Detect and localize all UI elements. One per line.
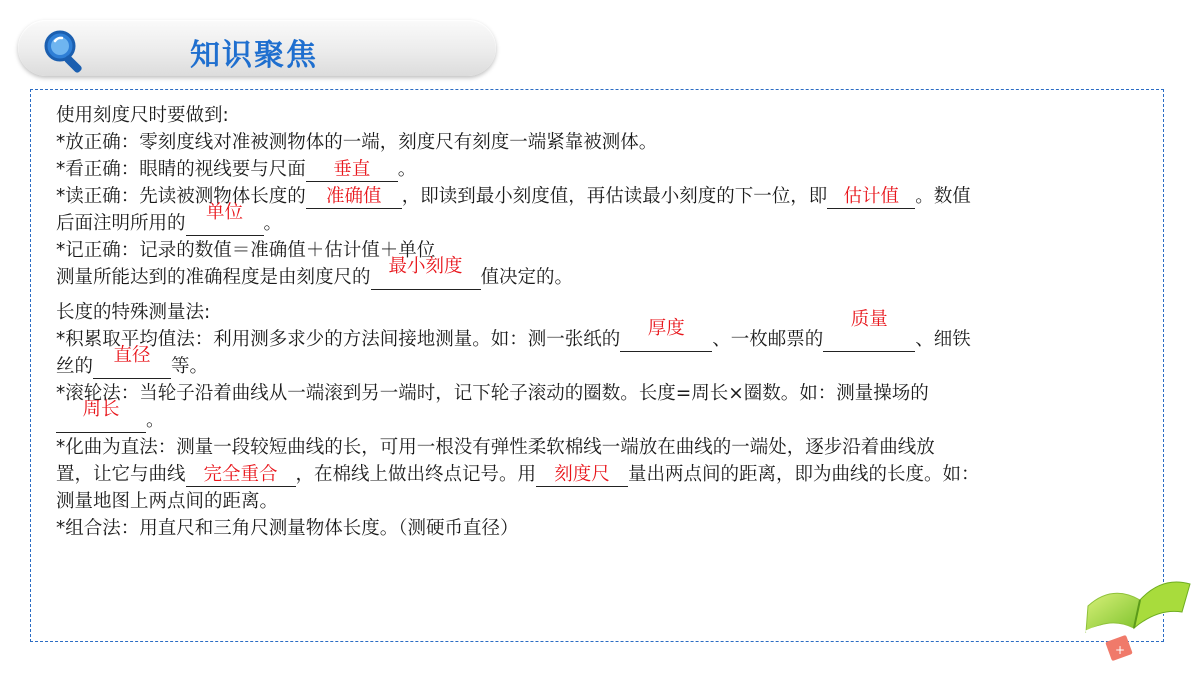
wheel-method-text: *滚轮法：当轮子沿着曲线从一端滚到另一端时，记下轮子滚动的圈数。长度=周长×圈数。如：测量操场的 xyxy=(56,383,929,404)
answer-blank xyxy=(186,202,264,236)
content-text xyxy=(56,102,1146,542)
punct: 。 xyxy=(146,410,165,431)
answer-text: 单位 xyxy=(206,202,244,223)
answer-text: 垂直 xyxy=(333,159,371,180)
open-book-icon xyxy=(1082,566,1194,666)
text-line xyxy=(56,202,1146,237)
accumulation-method-text-end: 、细铁 xyxy=(915,329,971,350)
curve-method-text: *化曲为直法：测量一段较短曲线的长，可用一根没有弹性柔软棉线一端放在曲线的一端处，逐步沿着曲线放 xyxy=(56,437,935,458)
answer-text: 质量 xyxy=(850,309,888,330)
answer-blank xyxy=(93,345,171,379)
answer-blank xyxy=(823,309,915,352)
rule-read-text-cont: ，即读到最小刻度值，再估读最小刻度的下一位，即 xyxy=(401,186,828,207)
rule-place-text: *放正确：零刻度线对准被测物体的一端，刻度尺有刻度一端紧靠被测体。 xyxy=(56,132,658,153)
answer-text: 刻度尺 xyxy=(554,464,610,485)
accumulation-method-text-cont: 、一枚邮票的 xyxy=(712,329,824,350)
rule-read-text: *读正确：先读被测物体长度的 xyxy=(56,186,306,207)
answer-text: 厚度 xyxy=(647,318,685,339)
text-line xyxy=(56,156,1146,183)
answer-text: 完全重合 xyxy=(203,464,278,485)
answer-blank xyxy=(371,256,481,290)
page-title: 知识聚焦 xyxy=(190,38,318,73)
precision-text-end: 值决定的。 xyxy=(480,267,574,288)
rule-read-text-end: 。数值 xyxy=(915,186,971,207)
answer-text: 估计值 xyxy=(843,186,900,207)
svg-text:+: + xyxy=(1115,643,1126,657)
accumulation-method-text: *积累取平均值法：利用测多求少的方法间接地测量。如：测一张纸的 xyxy=(56,329,621,350)
text-line xyxy=(56,434,1146,461)
text-line xyxy=(56,461,1146,488)
answer-text: 直径 xyxy=(113,345,151,366)
text-line xyxy=(56,515,1146,542)
punct: 等。 xyxy=(171,356,209,377)
answer-blank xyxy=(620,318,712,352)
text-line xyxy=(56,399,1146,434)
answer-blank xyxy=(186,464,296,487)
special-methods-heading: 长度的特殊测量法: xyxy=(56,302,211,323)
text-line xyxy=(56,237,1146,264)
text-line xyxy=(56,299,1146,326)
answer-blank xyxy=(56,399,146,433)
text-line xyxy=(56,102,1146,129)
answer-blank xyxy=(536,464,628,487)
answer-blank xyxy=(306,186,402,209)
punct: 。 xyxy=(397,159,417,180)
answer-blank xyxy=(306,159,398,182)
rule-read-text-line2: 后面注明所用的 xyxy=(56,213,186,234)
rule-record-text: *记正确：记录的数值＝准确值＋估计值＋单位 xyxy=(56,240,436,261)
curve-method-text-end: 量出两点间的距离，即为曲线的长度。如： xyxy=(628,464,980,485)
accumulation-method-text-line2: 丝的 xyxy=(56,356,94,377)
text-line xyxy=(56,256,1146,291)
answer-text: 最小刻度 xyxy=(388,256,463,277)
curve-method-text-line2: 置，让它与曲线 xyxy=(56,464,186,485)
text-line xyxy=(56,380,1146,407)
curve-method-text-cont: ，在棉线上做出终点记号。用 xyxy=(295,464,537,485)
answer-text: 周长 xyxy=(82,399,120,420)
curve-method-text-line3: 测量地图上两点间的距离。 xyxy=(56,491,279,512)
combination-method-text: *组合法：用直尺和三角尺测量物体长度。（测硬币直径） xyxy=(56,518,519,539)
text-line xyxy=(56,345,1146,380)
answer-text: 准确值 xyxy=(326,186,382,207)
answer-blank xyxy=(827,186,915,209)
text-line xyxy=(56,488,1146,515)
precision-text: 测量所能达到的准确程度是由刻度尺的 xyxy=(56,267,371,288)
intro-text: 使用刻度尺时要做到: xyxy=(56,105,229,126)
rule-look-text: *看正确：眼睛的视线要与尺面 xyxy=(56,159,306,180)
text-line xyxy=(56,129,1146,156)
search-icon xyxy=(38,24,92,78)
punct: 。 xyxy=(263,213,283,234)
